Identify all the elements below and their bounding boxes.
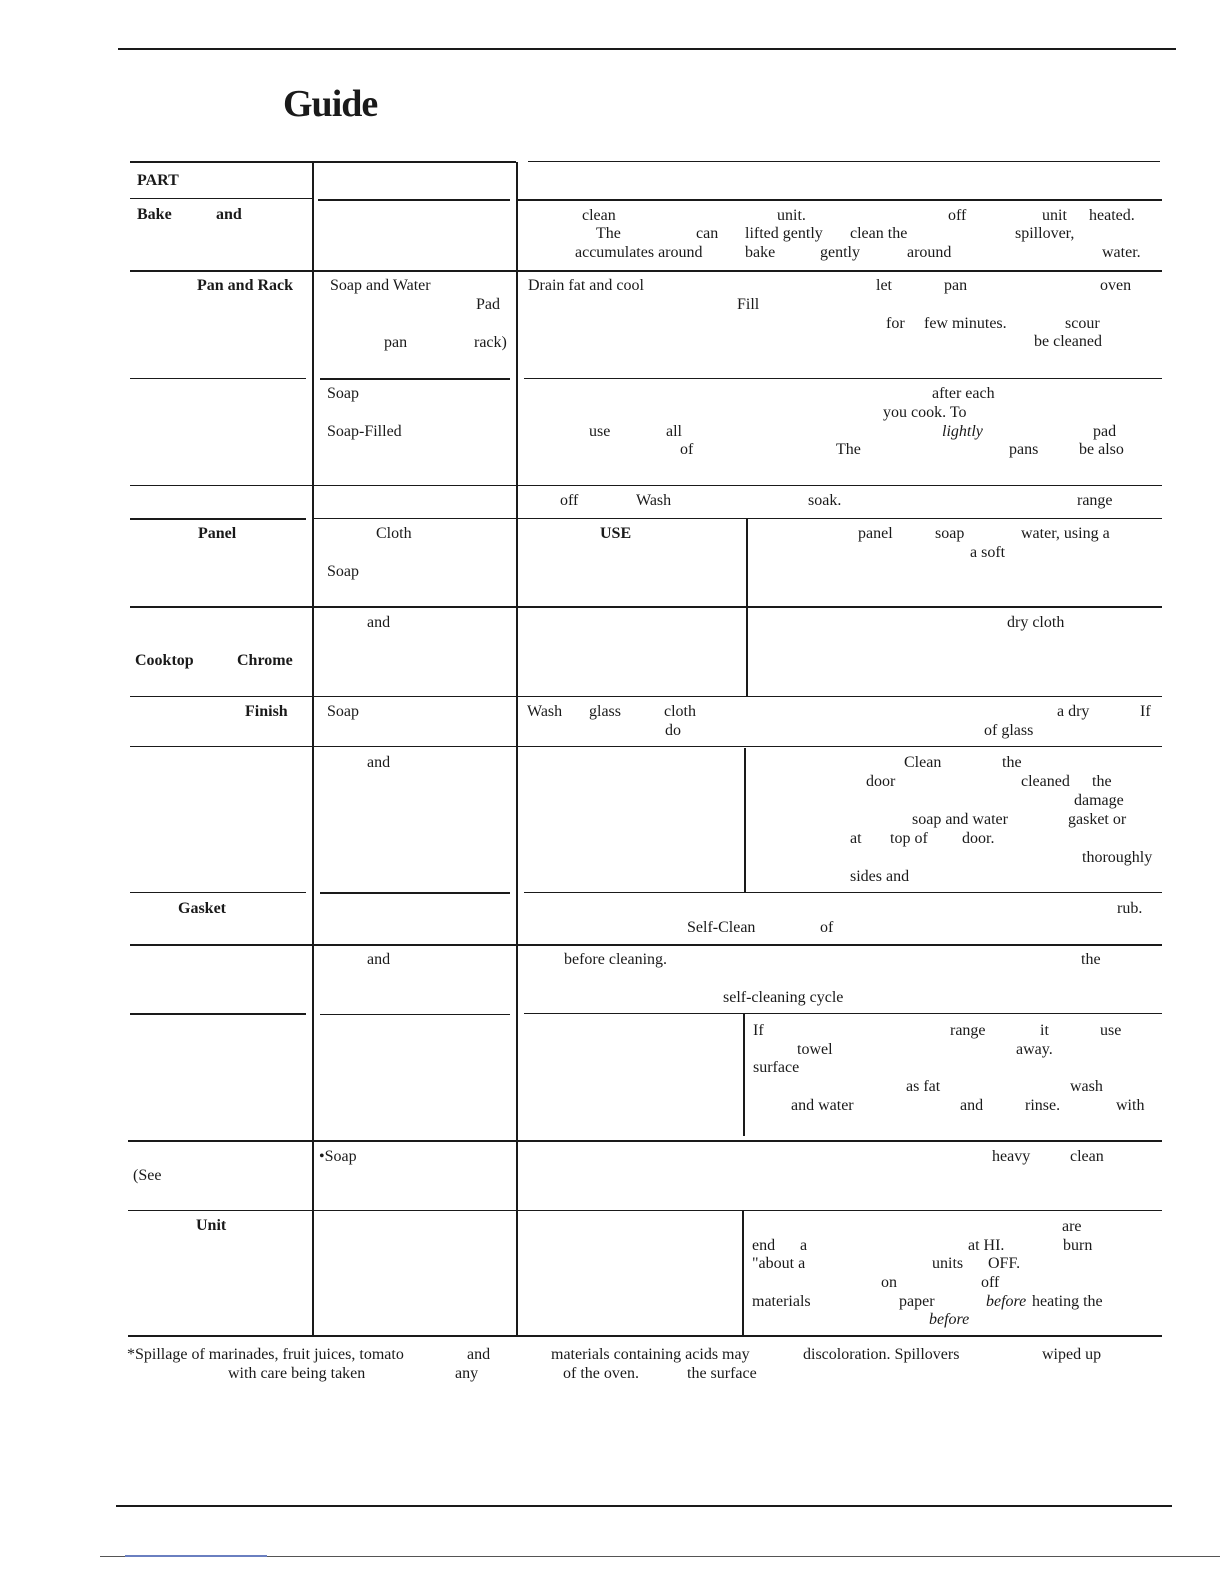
material-text: Soap: [327, 703, 359, 720]
material-text: and: [367, 951, 391, 968]
desc-text: thoroughly: [1082, 849, 1153, 866]
desc-text: clean the: [850, 225, 908, 242]
desc-text: range: [950, 1022, 986, 1039]
desc-text: The: [596, 225, 621, 242]
desc-text: at HI.: [968, 1237, 1005, 1254]
row-rule: [128, 1210, 1162, 1211]
part-label: and: [216, 206, 242, 223]
header-rule: [130, 198, 312, 199]
desc-text: lifted gently: [745, 225, 823, 242]
material-text: Soap: [327, 563, 359, 580]
desc-text: off: [981, 1274, 1000, 1291]
desc-text: and water: [791, 1097, 854, 1114]
desc-text: it: [1040, 1022, 1049, 1039]
desc-text: burn: [1063, 1237, 1093, 1254]
desc-text: let: [876, 277, 892, 294]
desc-text: few minutes.: [924, 315, 1007, 332]
desc-text: be also: [1079, 441, 1124, 458]
footnote-text: of the oven.: [563, 1365, 639, 1382]
row-rule: [128, 1140, 1162, 1142]
desc-text: rinse.: [1025, 1097, 1061, 1114]
page-title: Guide: [283, 83, 378, 125]
material-text: Pad: [476, 296, 500, 313]
part-label: Finish: [245, 703, 288, 720]
desc-text: clean: [582, 207, 616, 224]
material-text: and: [367, 754, 391, 771]
desc-text: scour: [1065, 315, 1100, 332]
desc-text: clean: [1070, 1148, 1104, 1165]
desc-text: a dry: [1057, 703, 1090, 720]
part-label: Unit: [196, 1217, 227, 1234]
desc-text: self-cleaning cycle: [723, 989, 844, 1006]
row-rule: [130, 696, 1162, 697]
desc-text: Self-Clean: [687, 919, 756, 936]
desc-text: accumulates around: [575, 244, 703, 261]
column-divider: [516, 162, 518, 1336]
desc-text: door: [866, 773, 896, 790]
footnote-text: and: [467, 1346, 491, 1363]
desc-text: cloth: [664, 703, 696, 720]
footnote-text: wiped up: [1042, 1346, 1102, 1363]
desc-text: heated.: [1089, 207, 1135, 224]
subcolumn-divider: [746, 519, 748, 696]
desc-text: off: [948, 207, 967, 224]
desc-text: for: [886, 315, 905, 332]
desc-text: the: [1002, 754, 1022, 771]
footnote-text: with care being taken: [228, 1365, 366, 1382]
top-rule: [118, 48, 1176, 50]
desc-text: Wash: [527, 703, 563, 720]
desc-text: dry cloth: [1007, 614, 1065, 631]
row-rule: [130, 485, 1162, 486]
desc-text: Wash: [636, 492, 672, 509]
part-label: Pan and Rack: [197, 277, 294, 294]
desc-text: cleaned: [1021, 773, 1070, 790]
row-rule: [130, 944, 1162, 946]
desc-text: Drain fat and cool: [528, 277, 644, 294]
row-rule: [130, 606, 1162, 608]
desc-text: as fat: [906, 1078, 941, 1095]
header-rule-right: [518, 199, 1162, 201]
material-text: Cloth: [376, 525, 412, 542]
desc-text: do: [665, 722, 681, 739]
desc-text: The: [836, 441, 861, 458]
desc-text: with: [1116, 1097, 1145, 1114]
desc-text: use: [589, 423, 611, 440]
desc-text: unit.: [777, 207, 806, 224]
desc-text: OFF.: [988, 1255, 1021, 1272]
desc-text: glass: [589, 703, 621, 720]
desc-text: oven: [1100, 277, 1132, 294]
desc-text: water.: [1102, 244, 1141, 261]
bottom-edge-rule: [100, 1556, 1220, 1557]
footnote-text: materials containing acids may: [551, 1346, 750, 1363]
desc-text: be cleaned: [1034, 333, 1102, 350]
desc-text: before: [929, 1311, 970, 1328]
header-part-label: PART: [137, 172, 179, 189]
desc-text: pans: [1009, 441, 1039, 458]
desc-text: Clean: [904, 754, 942, 771]
part-label: Bake: [137, 206, 172, 223]
desc-text: of: [820, 919, 834, 936]
desc-text: water, using a: [1021, 525, 1110, 542]
desc-text: off: [560, 492, 579, 509]
desc-text: gently: [820, 244, 860, 261]
desc-text: heavy: [992, 1148, 1031, 1165]
desc-text: after each: [932, 385, 995, 402]
desc-text: pan: [944, 277, 968, 294]
desc-text: panel: [858, 525, 893, 542]
desc-text: lightly: [942, 423, 983, 440]
part-label: Panel: [198, 525, 237, 542]
desc-text: of glass: [984, 722, 1034, 739]
desc-text: a: [800, 1237, 808, 1254]
row-rule: [130, 270, 1162, 272]
row-rule: [320, 892, 510, 894]
footnote-text: the surface: [687, 1365, 757, 1382]
desc-text: all: [666, 423, 682, 440]
table-top-rule-right: [528, 161, 1160, 162]
desc-text: paper: [899, 1293, 935, 1310]
subcolumn-divider: [743, 1014, 745, 1136]
desc-text: a soft: [970, 544, 1006, 561]
part-label: (See: [133, 1167, 162, 1184]
part-label: Cooktop: [135, 652, 194, 669]
desc-text: sides and: [850, 868, 910, 885]
desc-text: spillover,: [1015, 225, 1075, 242]
table-bottom-rule: [128, 1335, 1162, 1337]
material-text: Soap: [327, 385, 359, 402]
row-rule: [130, 1013, 306, 1015]
desc-text: If: [1140, 703, 1151, 720]
desc-text: materials: [752, 1293, 811, 1310]
desc-text: the: [1092, 773, 1112, 790]
footnote-text: discoloration. Spillovers: [803, 1346, 960, 1363]
desc-text: "about a: [752, 1255, 806, 1272]
desc-text: around: [907, 244, 952, 261]
desc-text: at: [850, 830, 862, 847]
bottom-rule: [116, 1505, 1172, 1507]
desc-text: before: [986, 1293, 1027, 1310]
desc-text: wash: [1070, 1078, 1103, 1095]
desc-text: units: [932, 1255, 964, 1272]
desc-text: before cleaning.: [564, 951, 668, 968]
desc-text: unit: [1042, 207, 1067, 224]
desc-text: rub.: [1117, 900, 1143, 917]
bottom-edge-accent: [125, 1555, 267, 1557]
row-rule: [130, 518, 306, 520]
row-rule: [320, 1014, 510, 1015]
part-label: Gasket: [178, 900, 226, 917]
desc-text: door.: [962, 830, 995, 847]
header-rule-mid: [318, 199, 510, 201]
desc-text: soap and water: [912, 811, 1008, 828]
desc-text: bake: [745, 244, 776, 261]
row-rule: [524, 892, 1162, 893]
desc-text: range: [1077, 492, 1113, 509]
desc-text: If: [753, 1022, 764, 1039]
desc-text: the: [1081, 951, 1101, 968]
row-rule: [320, 378, 510, 380]
material-text: •Soap: [319, 1148, 357, 1165]
desc-text: on: [881, 1274, 897, 1291]
material-text: rack): [474, 334, 507, 351]
subcolumn-divider: [742, 1211, 744, 1335]
subcolumn-divider: [744, 748, 746, 893]
material-text: pan: [384, 334, 408, 351]
row-rule: [312, 518, 1162, 519]
desc-text: of: [680, 441, 694, 458]
desc-text: surface: [753, 1059, 800, 1076]
desc-text: use: [1100, 1022, 1122, 1039]
row-rule: [130, 892, 306, 893]
desc-text: can: [696, 225, 719, 242]
row-rule: [524, 378, 1162, 379]
material-text: and: [367, 614, 391, 631]
desc-text: pad: [1093, 423, 1117, 440]
desc-text: you cook. To: [883, 404, 967, 421]
desc-text: top of: [890, 830, 928, 847]
row-rule: [130, 378, 306, 379]
desc-text: and: [960, 1097, 984, 1114]
part-label: Chrome: [237, 652, 293, 669]
desc-text: away.: [1016, 1041, 1053, 1058]
material-text: Soap-Filled: [327, 423, 402, 440]
desc-text: soap: [935, 525, 965, 542]
desc-text: end: [752, 1237, 776, 1254]
column-divider: [312, 162, 314, 1336]
material-text: Soap and Water: [330, 277, 431, 294]
desc-text: Fill: [737, 296, 760, 313]
desc-text: damage: [1074, 792, 1124, 809]
footnote-text: any: [455, 1365, 479, 1382]
desc-text: soak.: [808, 492, 842, 509]
desc-text: gasket or: [1068, 811, 1127, 828]
table-top-rule-left: [130, 161, 516, 163]
desc-text: are: [1062, 1218, 1082, 1235]
row-rule: [130, 746, 1162, 747]
row-rule: [524, 1013, 1162, 1014]
desc-text: towel: [797, 1041, 833, 1058]
footnote-text: *Spillage of marinades, fruit juices, tomato: [127, 1346, 404, 1363]
note-text: USE: [600, 525, 632, 542]
desc-text: heating the: [1032, 1293, 1103, 1310]
